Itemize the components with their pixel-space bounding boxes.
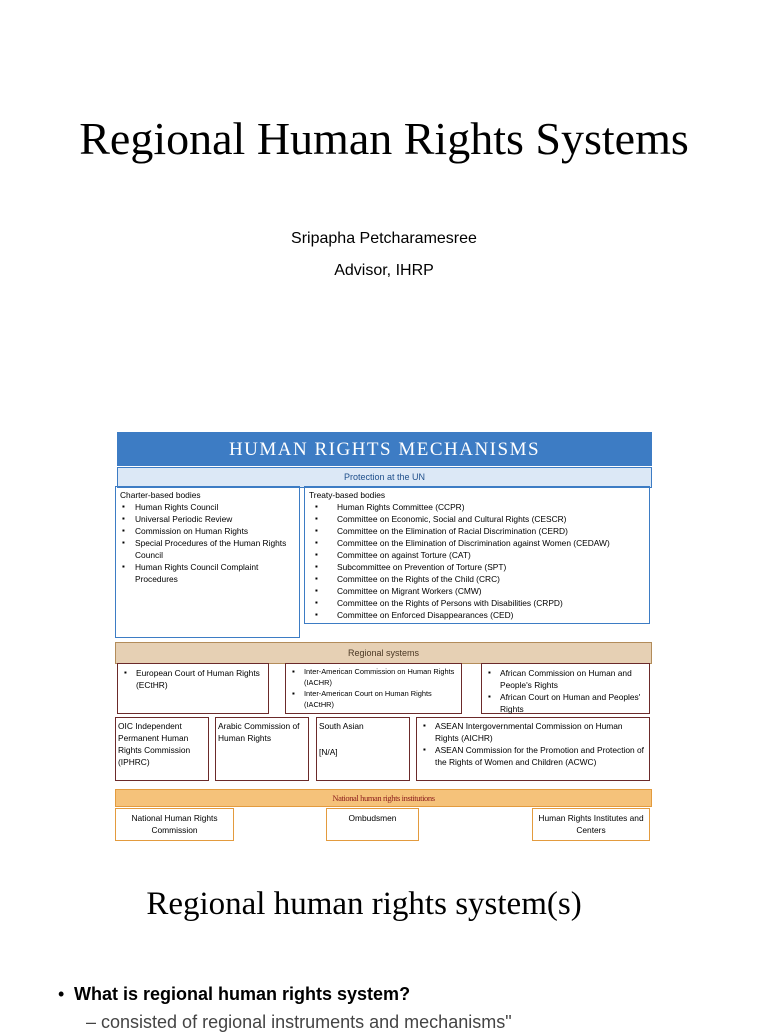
list-item: ▪ Committee on Migrant Workers (CMW) (337, 585, 645, 597)
bullet-marker: • (58, 984, 65, 1004)
asean-box (416, 717, 650, 781)
european-box (117, 663, 269, 714)
diagram-header: HUMAN RIGHTS MECHANISMS (117, 432, 652, 466)
south-asian-value: [N/A] (319, 747, 338, 757)
list-item: ▪ Committee on the Rights of the Child (CRC) (337, 573, 645, 585)
treaty-heading: Treaty-based bodies (309, 490, 386, 500)
regional-systems-bar: Regional systems (115, 642, 652, 664)
list-item: ▪ African Court on Human and Peoples' Rights (500, 691, 647, 715)
south-asian-box (316, 717, 410, 781)
list-item: ▪ Committee on Economic, Social and Cultural Rights (CESCR) (337, 513, 645, 525)
list-item: ▪ Commission on Human Rights (135, 525, 295, 537)
list-item: ▪ Committee on the Elimination of Discrimination against Women (CEDAW) (337, 537, 645, 549)
list-item: ▪ African Commission on Human and People's Rights (500, 667, 647, 691)
list-item: ▪ Inter-American Court on Human Rights (IACtHR) (304, 688, 459, 710)
list-item: ▪ Human Rights Committee (CCPR) (337, 501, 645, 513)
slide-title: Regional Human Rights Systems (79, 113, 689, 164)
author-name: Sripapha Petcharamesree (291, 230, 477, 247)
list-item: ▪ ASEAN Intergovernmental Commission on Human Rights (AICHR) (435, 720, 647, 744)
list-item: ▪ Human Rights Council (135, 501, 295, 513)
african-box (481, 663, 650, 714)
list-item: ▪ Human Rights Council Complaint Procedures (135, 561, 295, 585)
un-protection-bar: Protection at the UN (117, 467, 652, 488)
south-asian-name: South Asian (319, 721, 364, 731)
slide2-title: Regional human rights system(s) (146, 886, 582, 922)
nhrc-box: National Human Rights Commission (115, 808, 234, 841)
list-item: ▪ Committee on the Rights of Persons with Disabilities (CRPD) (337, 597, 645, 609)
charter-heading: Charter-based bodies (120, 490, 201, 500)
arabic-box: Arabic Commission of Human Rights (215, 717, 309, 781)
list-item: ▪ ASEAN Commission for the Promotion and Protection of the Rights of Women and Children (ACWC) (435, 744, 647, 768)
list-item: ▪ Universal Periodic Review (135, 513, 295, 525)
list-item: ▪ European Court of Human Rights (ECtHR) (136, 667, 266, 691)
mechanisms-diagram (115, 432, 652, 842)
list-item: ▪ Committee on Enforced Disappearances (CED) (337, 609, 645, 621)
inter-american-box (285, 663, 462, 714)
oic-box: OIC Independent Permanent Human Rights Commission (IPHRC) (115, 717, 209, 781)
list-item: ▪ Committee on against Torture (CAT) (337, 549, 645, 561)
treaty-based-box (304, 486, 650, 624)
list-item: ▪ Special Procedures of the Human Rights Council (135, 537, 295, 561)
bullet-question: What is regional human rights system? (74, 984, 411, 1004)
author-role: Advisor, IHRP (334, 262, 434, 279)
ombudsmen-box: Ombudsmen (326, 808, 419, 841)
institutes-box: Human Rights Institutes and Centers (532, 808, 650, 841)
charter-based-box (115, 486, 300, 638)
list-item: ▪ Committee on the Elimination of Racial Discrimination (CERD) (337, 525, 645, 537)
list-item: ▪ Inter-American Commission on Human Rights (IACHR) (304, 666, 459, 688)
national-institutions-bar: National human rights institutions (115, 789, 652, 807)
list-item: ▪ Subcommittee on Prevention of Torture (SPT) (337, 561, 645, 573)
bullet-answer: – consisted of regional instruments and mechanisms" (86, 1012, 512, 1032)
